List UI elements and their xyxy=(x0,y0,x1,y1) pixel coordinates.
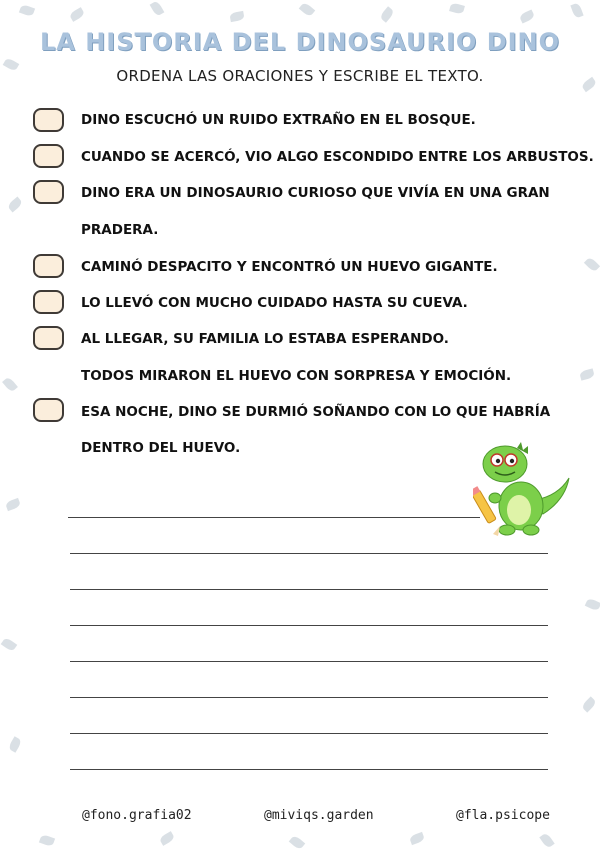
footer-credit-center: @miviqs.garden xyxy=(264,808,374,823)
writing-line-4[interactable] xyxy=(70,625,548,626)
sentence-4: CAMINÓ DESPACITO Y ENCONTRÓ UN HUEVO GIGANTE. xyxy=(81,259,498,275)
writing-line-8[interactable] xyxy=(70,769,548,770)
sentence-1: DINO ESCUCHÓ UN RUIDO EXTRAÑO EN EL BOSQUE. xyxy=(81,112,476,128)
sentence-5: LO LLEVÓ CON MUCHO CUIDADO HASTA SU CUEVA. xyxy=(81,295,468,311)
dinosaur-icon xyxy=(473,438,573,538)
sentence-8: ESA NOCHE, DINO SE DURMIÓ SOÑANDO CON LO QUE HABRÍA xyxy=(81,404,551,420)
order-box-3[interactable] xyxy=(33,180,64,204)
order-box-2[interactable] xyxy=(33,144,64,168)
sentence-3: DINO ERA UN DINOSAURIO CURIOSO QUE VIVÍA EN UNA GRAN xyxy=(81,185,550,201)
order-box-6[interactable] xyxy=(33,326,64,350)
sentence-2: CUANDO SE ACERCÓ, VIO ALGO ESCONDIDO ENTRE LOS ARBUSTOS. xyxy=(81,149,594,165)
sentence-3-continued: PRADERA. xyxy=(81,222,159,238)
order-box-5[interactable] xyxy=(33,290,64,314)
instructions: ORDENA LAS ORACIONES Y ESCRIBE EL TEXTO. xyxy=(116,67,484,85)
footer-credit-left: @fono.grafia02 xyxy=(82,808,192,823)
page-title: LA HISTORIA DEL DINOSAURIO DINO xyxy=(39,28,561,56)
order-box-7[interactable] xyxy=(33,398,64,422)
writing-line-1[interactable] xyxy=(68,517,480,518)
writing-line-3[interactable] xyxy=(70,589,548,590)
sentence-8-continued: DENTRO DEL HUEVO. xyxy=(81,440,241,456)
footer-credit-right: @fla.psicope xyxy=(456,808,550,823)
writing-line-5[interactable] xyxy=(70,661,548,662)
order-box-4[interactable] xyxy=(33,254,64,278)
writing-line-6[interactable] xyxy=(70,697,548,698)
writing-line-2[interactable] xyxy=(70,553,548,554)
sentence-7: TODOS MIRARON EL HUEVO CON SORPRESA Y EMOCIÓN. xyxy=(81,368,512,384)
writing-line-7[interactable] xyxy=(70,733,548,734)
order-box-1[interactable] xyxy=(33,108,64,132)
sentence-6: AL LLEGAR, SU FAMILIA LO ESTABA ESPERANDO. xyxy=(81,331,449,347)
